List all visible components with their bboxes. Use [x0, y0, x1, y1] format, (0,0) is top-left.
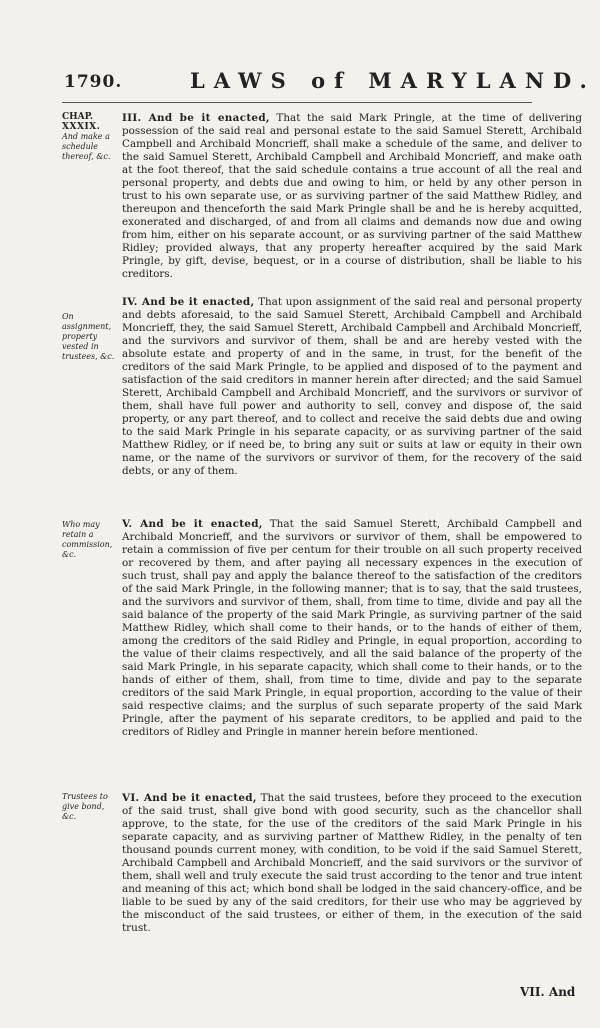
section-heading: III. And be it enacted,: [122, 112, 270, 124]
chapter-label: CHAP.: [62, 112, 94, 122]
margin-note-text: And make a schedule thereof, &c.: [62, 132, 111, 161]
section-vi: [122, 792, 582, 935]
margin-note-bond: [62, 792, 118, 822]
margin-note-schedule: [62, 112, 118, 162]
section-v: [122, 518, 582, 739]
section-text: That the said Mark Pringle, at the time of delivering possession of the said real and personal estate to the said Samuel Sterett, Archibald Campbell and Archibald Moncrieff, shall make a schedule of the same, and deliver to the said Samuel Sterett, Archibald Campbell and Archibald Moncrieff, and make oath at the foot thereof, that the said schedule contains a true account of all the real and personal property, and debts due and owing to him, or held by any other person in trust to his own separate use, or as surviving partner of the said Matthew Ridley, and thereupon and thenceforth the said Mark Pringle shall be and he is hereby acquitted, exonerated and discharged, of and from all claims and demands now due and owing from him, either on his separate account, or as surviving partner of the said Matthew Ridley; provided always, that any property hereafter acquired by the said Mark Pringle, by gift, devise, bequest, or in a course of distribution, shall be liable to his creditors.: [122, 112, 582, 280]
margin-note-commission: [62, 520, 118, 560]
section-text: That the said Samuel Sterett, Archibald Campbell and Archibald Moncrieff, and the survivors or survivor of them, shall be empowered to retain a commission of five per centum for their trouble on all such property received or recovered by them, and after paying all necessary expences in the execution of such trust, shall pay and apply the balance thereof to the satisfaction of the creditors of the said Mark Pringle, in the following manner; that is to say, that the said trustees, and the survivors and survivor of them, shall, from time to time, divide and pay all the said balance of the property of the said Mark Pringle, as surviving partner of the said Matthew Ridley, which shall come to their hands, or to the hands of either of them, among the creditors of the said Ridley and Pringle, in equal proportion, according to the value of their claims respectively, and all the said balance of the property of the said Mark Pringle, in his separate capacity, which shall come to their hands, or to the hands of either of them, shall, from time to time, divide and pay to the separate creditors of the said Mark Pringle, in equal proportion, according to the value of their said respective claims; and the surplus of such separate property of the said Mark Pringle, after the payment of his separate creditors, to be applied and paid to the creditors of Ridley and Pringle in manner herein before mentioned.: [122, 518, 582, 738]
page-title: LAWS of MARYLAND.: [190, 68, 596, 93]
margin-note-text: Trustees to give bond, &c.: [62, 792, 108, 821]
chapter-number: XXXIX.: [62, 122, 101, 132]
page-header: [60, 68, 600, 98]
section-text: That the said trustees, before they proceed to the execution of the said trust, shall give bond with good security, such as the chancellor shall approve, to the state, for the use of the creditors of the said Mark Pringle in his separate capacity, and as surviving partner of Matthew Ridley, in the penalty of ten thousand pounds current money, with condition, to be void if the said Samuel Sterett, Archibald Campbell and Archibald Moncrieff, and the said survivors or the survivor of them, shall well and truly execute the said trust according to the tenor and true intent and meaning of this act; which bond shall be lodged in the said chancery-office, and be liable to be sued by any of the said creditors, for their use who may be aggrieved by the misconduct of the said trustees, or either of them, in the execution of the said trust.: [122, 792, 582, 934]
section-heading: VI. And be it enacted,: [122, 792, 257, 804]
section-text: That upon assignment of the said real and personal property and debts aforesaid, to the said Samuel Sterett, Archibald Campbell and Archibald Moncrieff, they, the said Samuel Sterett, Archibald Campbell and Archibald Moncrieff, and the survivors and survivor of them, shall be and are hereby vested with the absolute estate and property of and in the same, in trust, for the benefit of the creditors of the said Mark Pringle, to be applied and disposed of to the payment and satisfaction of the said creditors in manner herein after directed; and the said Samuel Sterett, Archibald Campbell and Archibald Moncrieff, and the survivors or survivor of them, shall have full power and authority to sell, convey and dispose of, the said property, or any part thereof, and to collect and receive the said debts due and owing to the said Mark Pringle in his separate capacity, or as surviving partner of the said Matthew Ridley, or if need be, to bring any suit or suits at law or equity in their own name, or the name of the survivors or survivor of them, for the recovery of the said debts, or any of them.: [122, 296, 582, 477]
section-iii: [122, 112, 582, 281]
page-year: 1790.: [64, 72, 123, 92]
margin-note-assignment: [62, 312, 118, 362]
margin-note-text: Who may retain a commission, &c.: [62, 520, 113, 559]
header-rule: [62, 102, 532, 103]
section-heading: IV. And be it enacted,: [122, 296, 255, 308]
section-heading: V. And be it enacted,: [122, 518, 263, 530]
catchword: VII. And: [520, 985, 576, 999]
margin-note-text: On assignment, property vested in trustees, &c.: [62, 312, 115, 361]
section-iv: [122, 296, 582, 478]
